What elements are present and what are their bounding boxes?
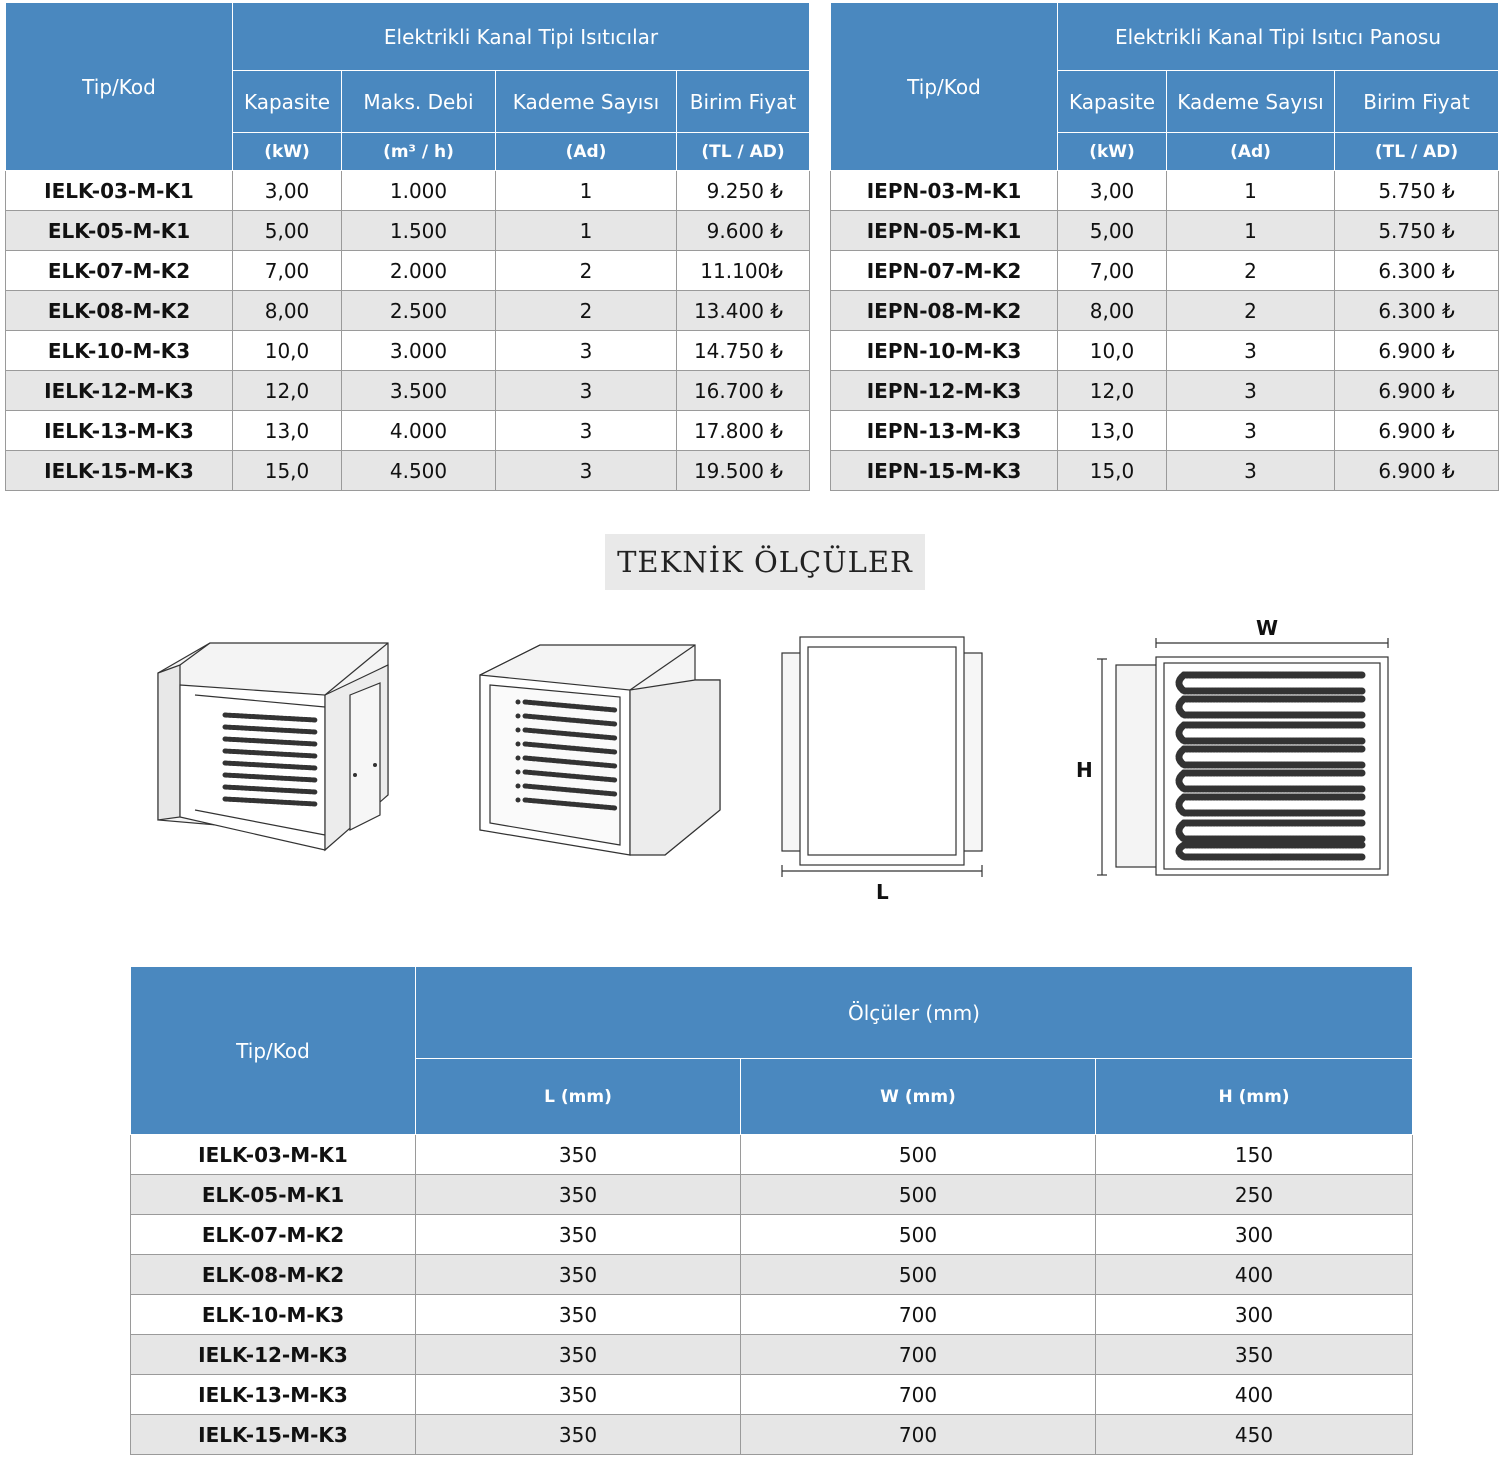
column-header: W (mm) (741, 1059, 1096, 1135)
table-cell: 500 (741, 1215, 1096, 1255)
column-header: Birim Fiyat (1335, 71, 1499, 133)
table-cell: 400 (1096, 1255, 1413, 1295)
group-header: Elektrikli Kanal Tipi Isıtıcı Panosu (1058, 3, 1499, 71)
section-title: TEKNİK ÖLÇÜLER (605, 534, 925, 590)
column-header: Kademe Sayısı (1167, 71, 1335, 133)
unit-header: (m³ / h) (342, 133, 496, 171)
column-header: L (mm) (416, 1059, 741, 1135)
table-row (831, 211, 1499, 251)
table-cell: 5.750 ₺ (1335, 171, 1499, 211)
heater-table-body (6, 171, 810, 491)
table-cell: 13,0 (1058, 411, 1167, 451)
table-cell: 9.600 ₺ (677, 211, 810, 251)
table-cell: 3.000 (342, 331, 496, 371)
column-header: Kademe Sayısı (496, 71, 677, 133)
table-cell: 3 (496, 451, 677, 491)
product-code-cell: IEPN-08-M-K2 (831, 291, 1058, 331)
table-cell: 1.000 (342, 171, 496, 211)
table-cell: 17.800 ₺ (677, 411, 810, 451)
table-cell: 700 (741, 1335, 1096, 1375)
table-cell: 1 (1167, 171, 1335, 211)
product-code-cell: IEPN-03-M-K1 (831, 171, 1058, 211)
product-code-cell: ELK-10-M-K3 (6, 331, 233, 371)
product-code-cell: IELK-12-M-K3 (6, 371, 233, 411)
dimension-label-w: W (1256, 616, 1279, 640)
table-row (831, 251, 1499, 291)
table-cell: 6.900 ₺ (1335, 411, 1499, 451)
table-cell: 3 (1167, 371, 1335, 411)
table-cell: 2 (1167, 251, 1335, 291)
unit-header: (kW) (1058, 133, 1167, 171)
table-cell: 1 (496, 171, 677, 211)
table-cell: 350 (416, 1295, 741, 1335)
unit-header: (TL / AD) (1335, 133, 1499, 171)
table-cell: 6.900 ₺ (1335, 371, 1499, 411)
table-cell: 2.500 (342, 291, 496, 331)
product-code-cell: ELK-07-M-K2 (131, 1215, 416, 1255)
table-row (6, 331, 810, 371)
table-row (831, 371, 1499, 411)
product-code-cell: IEPN-12-M-K3 (831, 371, 1058, 411)
table-cell: 13,0 (233, 411, 342, 451)
table-cell: 15,0 (1058, 451, 1167, 491)
heater-price-table (5, 2, 810, 491)
column-header: H (mm) (1096, 1059, 1413, 1135)
table-cell: 12,0 (1058, 371, 1167, 411)
table-row (131, 1255, 1413, 1295)
table-cell: 350 (416, 1415, 741, 1455)
table-cell: 2 (496, 251, 677, 291)
table-cell: 350 (416, 1335, 741, 1375)
table-cell: 150 (1096, 1135, 1413, 1175)
table-cell: 13.400 ₺ (677, 291, 810, 331)
unit-header: (kW) (233, 133, 342, 171)
table-cell: 15,0 (233, 451, 342, 491)
column-header: Kapasite (233, 71, 342, 133)
table-cell: 350 (416, 1215, 741, 1255)
table-cell: 500 (741, 1135, 1096, 1175)
code-header: Tip/Kod (831, 3, 1058, 171)
table-cell: 1 (496, 211, 677, 251)
table-cell: 8,00 (233, 291, 342, 331)
product-code-cell: IEPN-05-M-K1 (831, 211, 1058, 251)
table-row (6, 371, 810, 411)
product-code-cell: IEPN-15-M-K3 (831, 451, 1058, 491)
table-cell: 10,0 (233, 331, 342, 371)
product-code-cell: IELK-13-M-K3 (131, 1375, 416, 1415)
table-cell: 3 (496, 371, 677, 411)
table-cell: 350 (416, 1175, 741, 1215)
table-cell: 350 (416, 1135, 741, 1175)
table-cell: 450 (1096, 1415, 1413, 1455)
table-cell: 9.250 ₺ (677, 171, 810, 211)
panel-price-table (830, 2, 1499, 491)
product-code-cell: ELK-07-M-K2 (6, 251, 233, 291)
product-code-cell: IEPN-07-M-K2 (831, 251, 1058, 291)
group-header: Elektrikli Kanal Tipi Isıtıcılar (233, 3, 810, 71)
product-code-cell: ELK-08-M-K2 (131, 1255, 416, 1295)
product-code-cell: IELK-12-M-K3 (131, 1335, 416, 1375)
product-code-cell: IELK-03-M-K1 (131, 1135, 416, 1175)
column-header: Kapasite (1058, 71, 1167, 133)
table-cell: 5,00 (1058, 211, 1167, 251)
table-row (831, 331, 1499, 371)
dimension-label-l: L (876, 880, 889, 904)
table-cell: 11.100₺ (677, 251, 810, 291)
table-row (6, 411, 810, 451)
table-cell: 350 (416, 1255, 741, 1295)
table-cell: 300 (1096, 1295, 1413, 1335)
table-cell: 7,00 (233, 251, 342, 291)
table-row (6, 171, 810, 211)
table-row (131, 1215, 1413, 1255)
table-cell: 8,00 (1058, 291, 1167, 331)
table-cell: 19.500 ₺ (677, 451, 810, 491)
column-header: Maks. Debi (342, 71, 496, 133)
table-cell: 4.000 (342, 411, 496, 451)
table-row (131, 1175, 1413, 1215)
duct-heater-iso-drawing-left (150, 635, 400, 865)
table-cell: 4.500 (342, 451, 496, 491)
table-cell: 2 (1167, 291, 1335, 331)
table-cell: 350 (416, 1375, 741, 1415)
table-cell: 350 (1096, 1335, 1413, 1375)
table-cell: 3.500 (342, 371, 496, 411)
table-cell: 7,00 (1058, 251, 1167, 291)
table-cell: 700 (741, 1295, 1096, 1335)
table-cell: 3,00 (1058, 171, 1167, 211)
table-cell: 5.750 ₺ (1335, 211, 1499, 251)
table-row (131, 1415, 1413, 1455)
table-cell: 2 (496, 291, 677, 331)
table-cell: 300 (1096, 1215, 1413, 1255)
table-cell: 3 (1167, 331, 1335, 371)
table-cell: 500 (741, 1175, 1096, 1215)
table-cell: 6.300 ₺ (1335, 291, 1499, 331)
table-cell: 6.900 ₺ (1335, 451, 1499, 491)
table-cell: 5,00 (233, 211, 342, 251)
product-code-cell: ELK-05-M-K1 (131, 1175, 416, 1215)
table-cell: 700 (741, 1415, 1096, 1455)
table-row (131, 1375, 1413, 1415)
table-cell: 1 (1167, 211, 1335, 251)
table-cell: 700 (741, 1375, 1096, 1415)
code-header: Tip/Kod (6, 3, 233, 171)
table-row (6, 211, 810, 251)
product-code-cell: IELK-13-M-K3 (6, 411, 233, 451)
product-code-cell: IELK-15-M-K3 (6, 451, 233, 491)
table-cell: 250 (1096, 1175, 1413, 1215)
unit-header: (TL / AD) (677, 133, 810, 171)
table-cell: 3 (1167, 451, 1335, 491)
product-code-cell: ELK-05-M-K1 (6, 211, 233, 251)
side-view-drawing (780, 635, 985, 880)
table-cell: 3 (496, 331, 677, 371)
unit-header: (Ad) (496, 133, 677, 171)
product-code-cell: IEPN-10-M-K3 (831, 331, 1058, 371)
table-cell: 3 (496, 411, 677, 451)
table-cell: 6.900 ₺ (1335, 331, 1499, 371)
panel-table-body (831, 171, 1499, 491)
product-code-cell: IELK-03-M-K1 (6, 171, 233, 211)
table-row (831, 411, 1499, 451)
front-view-drawing (1092, 637, 1397, 880)
column-header: Birim Fiyat (677, 71, 810, 133)
table-row (131, 1295, 1413, 1335)
table-row (131, 1335, 1413, 1375)
duct-heater-iso-drawing-right (470, 640, 730, 865)
code-header: Tip/Kod (131, 967, 416, 1135)
table-row (831, 171, 1499, 211)
table-cell: 12,0 (233, 371, 342, 411)
table-cell: 3,00 (233, 171, 342, 211)
table-cell: 500 (741, 1255, 1096, 1295)
table-cell: 3 (1167, 411, 1335, 451)
table-row (831, 291, 1499, 331)
product-code-cell: ELK-10-M-K3 (131, 1295, 416, 1335)
table-row (6, 291, 810, 331)
table-cell: 400 (1096, 1375, 1413, 1415)
dimension-label-h: H (1076, 758, 1093, 782)
table-row (6, 251, 810, 291)
table-cell: 16.700 ₺ (677, 371, 810, 411)
table-cell: 10,0 (1058, 331, 1167, 371)
table-cell: 6.300 ₺ (1335, 251, 1499, 291)
group-header: Ölçüler (mm) (416, 967, 1413, 1059)
table-row (831, 451, 1499, 491)
dimensions-table-body (131, 1135, 1413, 1455)
product-code-cell: IEPN-13-M-K3 (831, 411, 1058, 451)
product-code-cell: ELK-08-M-K2 (6, 291, 233, 331)
product-code-cell: IELK-15-M-K3 (131, 1415, 416, 1455)
table-row (131, 1135, 1413, 1175)
table-row (6, 451, 810, 491)
table-cell: 14.750 ₺ (677, 331, 810, 371)
table-cell: 1.500 (342, 211, 496, 251)
dimensions-table (130, 966, 1413, 1455)
table-cell: 2.000 (342, 251, 496, 291)
unit-header: (Ad) (1167, 133, 1335, 171)
